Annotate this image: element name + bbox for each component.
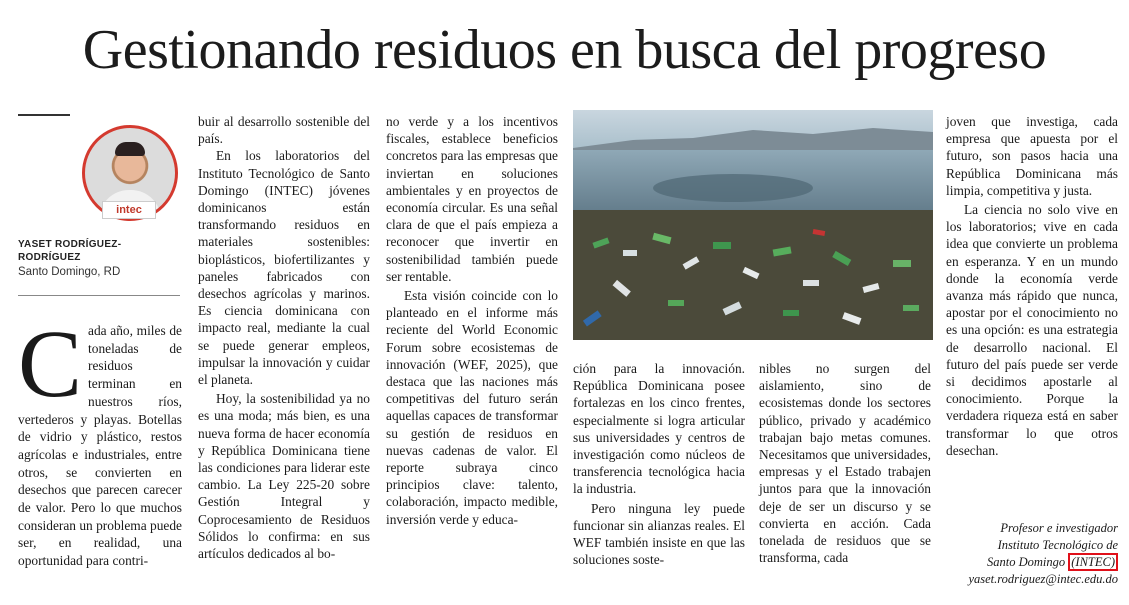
- paragraph: ada año, miles de toneladas de residuos terminan en nuestros ríos, vertederos y playas. Botellas de vidrio y plástico, restos agrícolas e industriales, entre otros, se convierten en desechos que parecen carecer de valor. Pero lo que muchos consideran un problema puede ser, en realidad, una oportunidad para contri-: [18, 323, 182, 569]
- paragraph: Hoy, la sostenibilidad ya no es una moda; más bien, es una nueva forma de hacer economía y República Dominicana tiene las condiciones para liderar este cambio. La Ley 225-20 sobre Gestión Integral y Coprocesamiento de Residuos Sólidos lo confirma: en sus artículos dedicados al bo-: [198, 391, 370, 562]
- paragraph: nibles no surgen del aislamiento, sino de ecosistemas donde los sectores público, privado y académico trabajan bajo metas comunes. Necesitamos que universidades, empresas y el Estado trabajen juntos para que la innovación deje de ser un discurso y se convierta en acción. Cada tonelada de residuos que se transforma, cada: [759, 361, 931, 566]
- column-2: [198, 113, 370, 562]
- paragraph: joven que investiga, cada empresa que apuesta por el futuro, son pasos hacia una República Dominicana más limpia, competitiva y justa.: [946, 114, 1118, 198]
- author-divider: [18, 295, 180, 296]
- signature-institution: Instituto Tecnológico de: [997, 538, 1118, 552]
- paragraph: ción para la innovación. República Dominicana posee fortalezas en los cinco frentes, especialmente si logra articular sus universidades y centros de investigación como núcleos de transferencia tecnológica hacia la industria.: [573, 361, 745, 497]
- intec-logo-badge: intec: [102, 201, 156, 219]
- signature-role: Profesor e investigador: [1000, 521, 1118, 535]
- column-4: [573, 360, 745, 568]
- drop-cap: C: [18, 310, 83, 417]
- headline: Gestionando residuos en busca del progreso: [82, 19, 1047, 81]
- paragraph: no verde y a los incentivos fiscales, establece beneficios concretos para las empresas que inviertan en soluciones ambientales y en proyectos de economía circular. Es una señal clara de que el país empieza a reconocer que invertir en sostenibilidad también puede ser rentable.: [386, 114, 558, 284]
- column-6: [946, 113, 1118, 459]
- paragraph: Esta visión coincide con lo planteado en el informe más reciente del World Economic Forum sobre ecosistemas de innovación (WEF, 2025), que destaca que las naciones más competitivas del futuro serán aquellas capaces de transformar su gestión de residuos en nuevas cadenas de valor. El reporte subraya cinco principios clave: talento, colaboración, impacto medible, inversión verde y educa-: [386, 288, 558, 527]
- author-name: YASET RODRÍGUEZ-RODRÍGUEZ: [18, 239, 122, 263]
- intec-highlight: (INTEC): [1068, 553, 1118, 571]
- paragraph: La ciencia no solo vive en los laboratorios; vive en cada idea que convierte un problema en esperanza. Y en un mundo donde la economía verde avanza más rápido que nunca, apostar por el conocimiento no es una opción: es una estrategia de desarrollo nacional. El futuro del país puede ser verde si decidimos apostarle al conocimiento. Porque la verdadera riqueza está en saber transformar lo que otros desechan.: [946, 202, 1118, 458]
- article-photo-plastic-waste-shore: [573, 110, 933, 340]
- column-1: [18, 310, 182, 570]
- paragraph: En los laboratorios del Instituto Tecnológico de Santo Domingo (INTEC) jóvenes dominicanos están transformando residuos en materiales sostenibles: bioplásticos, biofertilizantes y paneles fabricados con desechos agrícolas y marinos. Es ciencia dominicana con impacto real, mediante la cual se puede generar empleos, impulsar la innovación y cuidar el planeta.: [198, 148, 370, 388]
- paragraph: Pero ninguna ley puede funcionar sin alianzas reales. El WEF también insiste en que las soluciones soste-: [573, 500, 745, 568]
- author-signature: [946, 520, 1118, 588]
- column-5: [759, 360, 931, 566]
- signature-email: yaset.rodriguez@intec.edu.do: [968, 572, 1118, 586]
- column-3: [386, 113, 558, 528]
- author-location: Santo Domingo, RD: [18, 266, 121, 278]
- signature-city: Santo Domingo: [987, 555, 1066, 569]
- author-top-rule: [18, 114, 70, 116]
- paragraph: buir al desarrollo sostenible del país.: [198, 114, 370, 147]
